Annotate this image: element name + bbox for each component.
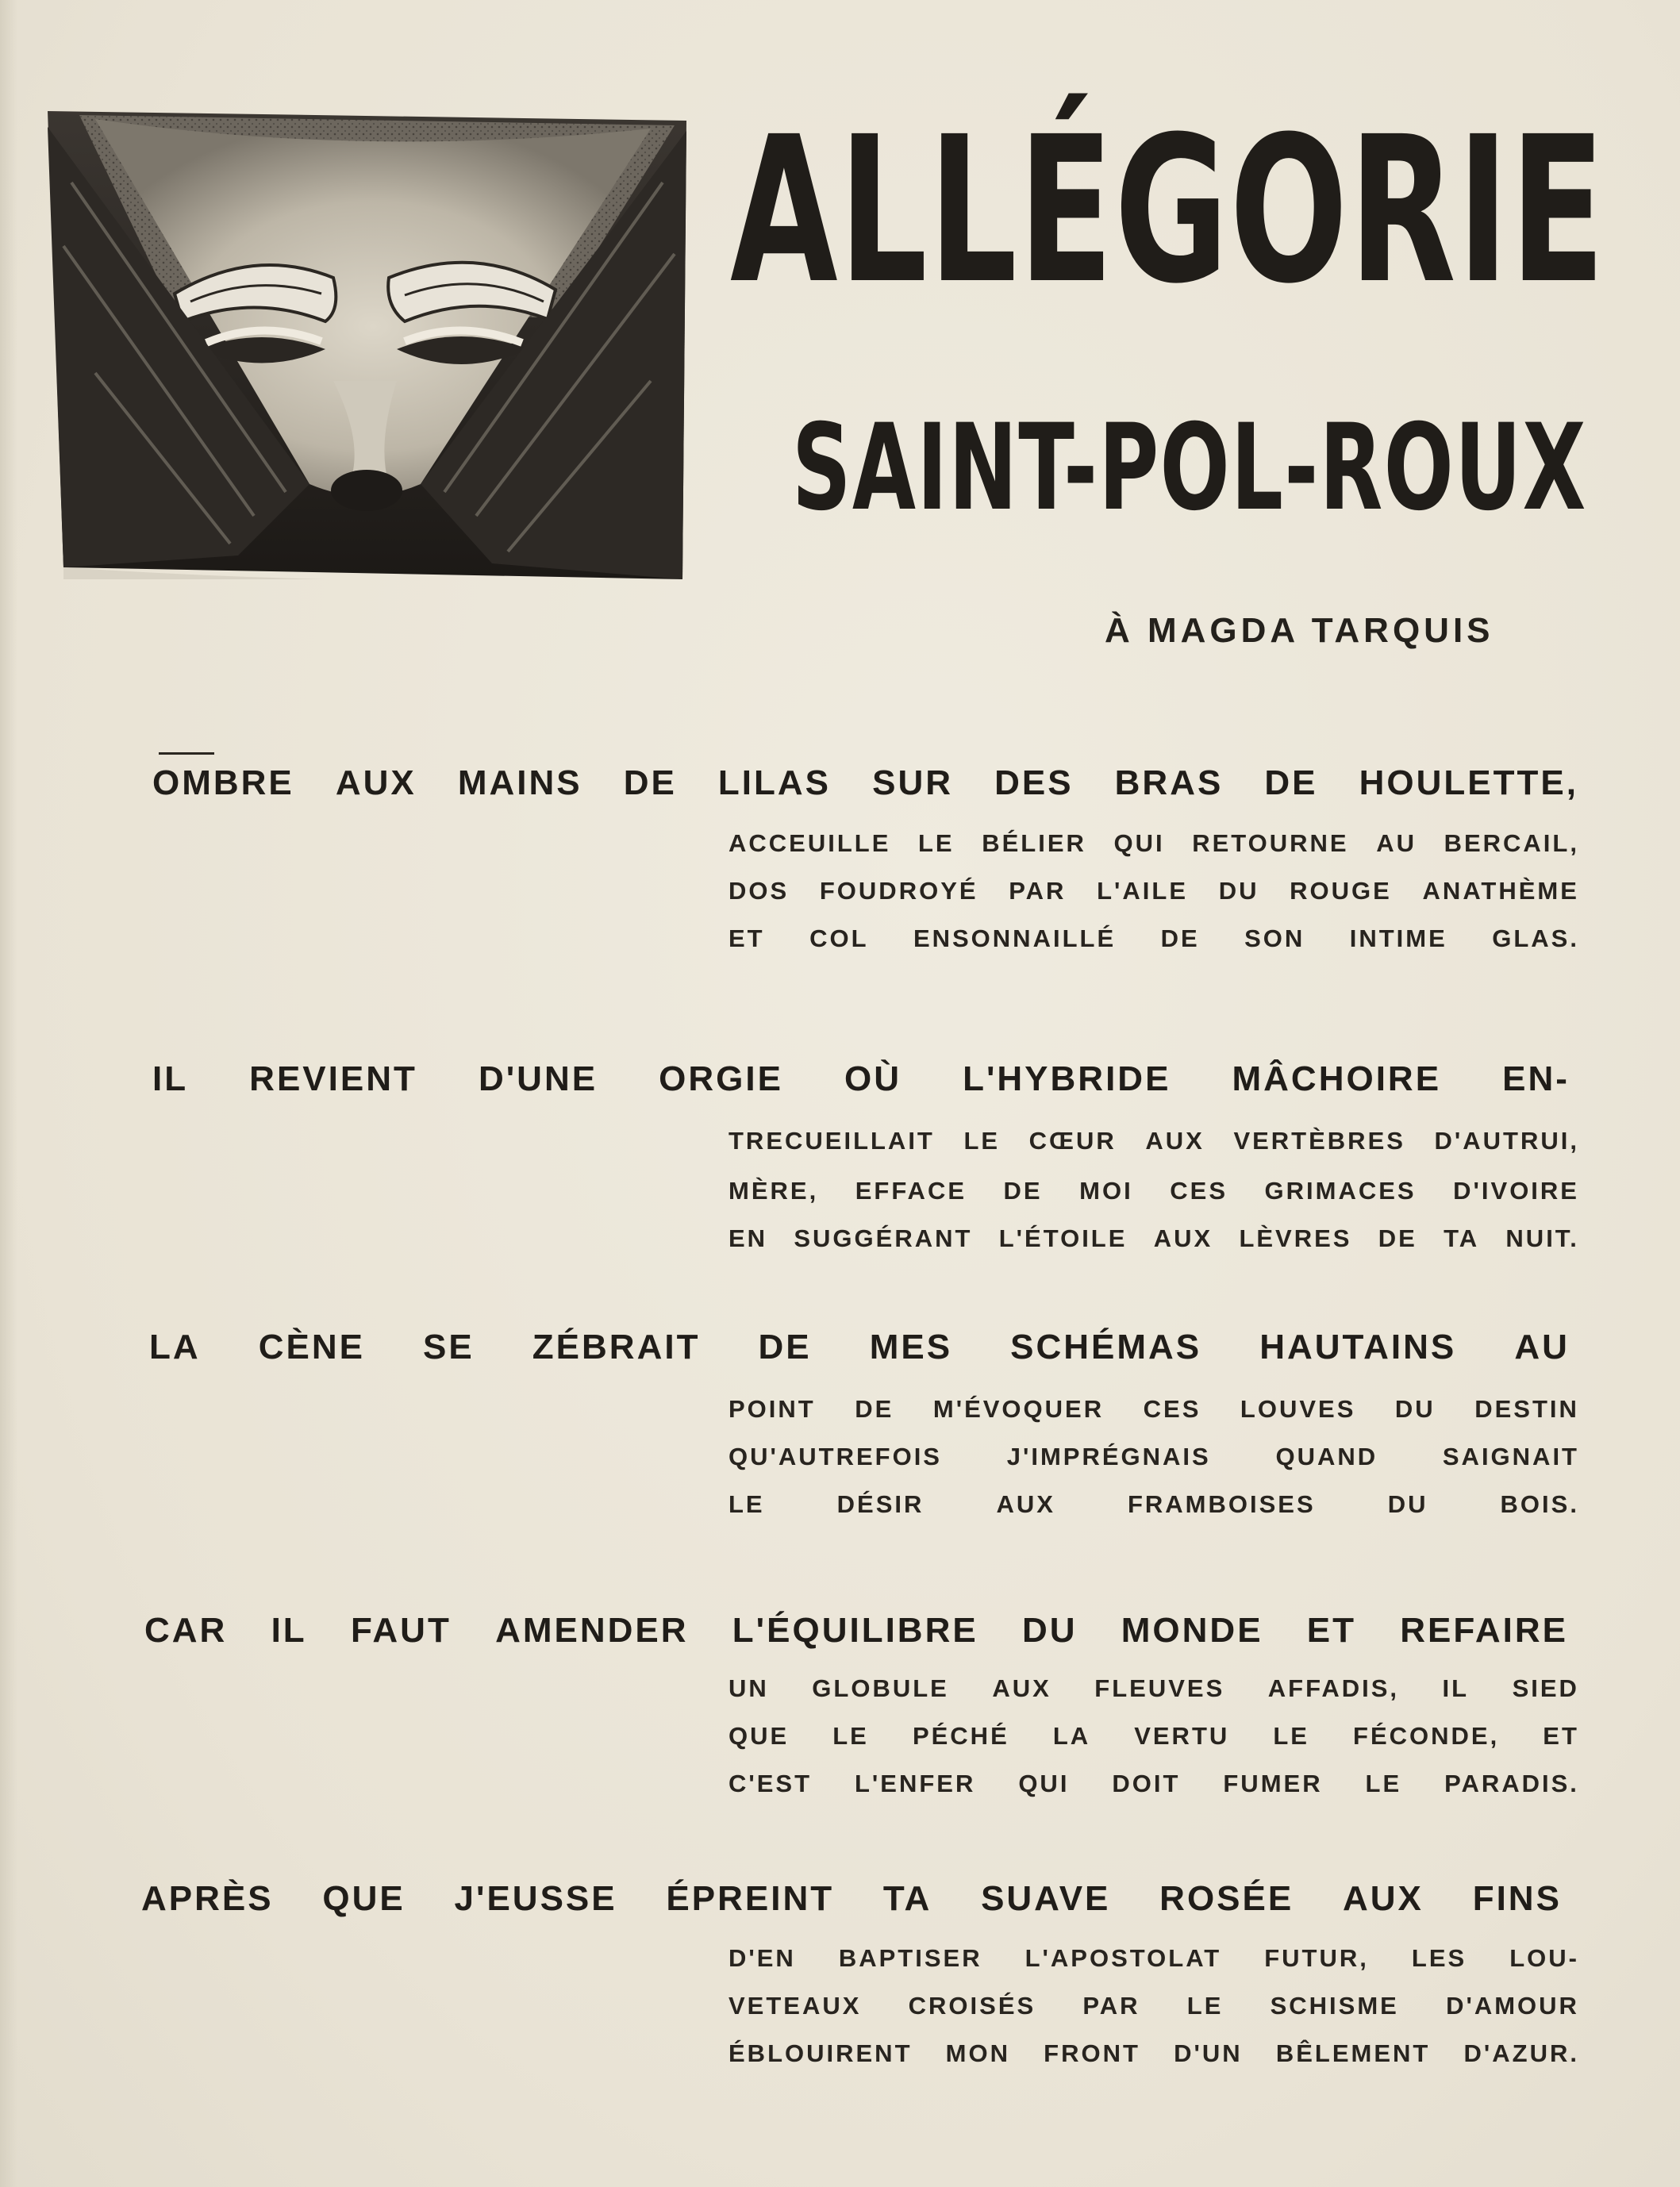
page-title: ALLÉGORIE bbox=[730, 93, 1606, 328]
word: C'EST bbox=[729, 1770, 813, 1797]
word: CES bbox=[1143, 1395, 1201, 1423]
word: AUX bbox=[1145, 1127, 1205, 1155]
word: VERTU bbox=[1134, 1722, 1230, 1750]
word: SIED bbox=[1512, 1674, 1579, 1702]
stanza-line bbox=[729, 2039, 1579, 2068]
stanza-lead-line bbox=[141, 1879, 1562, 1919]
word: LE bbox=[1365, 1770, 1402, 1797]
word: DESTIN bbox=[1474, 1395, 1579, 1423]
word: D'AZUR. bbox=[1463, 2039, 1579, 2067]
stanza-line bbox=[729, 1490, 1579, 1519]
word: HOULETTE, bbox=[1359, 763, 1578, 802]
word: LOU- bbox=[1509, 1944, 1579, 1972]
word: AUX bbox=[992, 1674, 1051, 1702]
word: OÙ bbox=[844, 1059, 902, 1098]
word: FUMER bbox=[1223, 1770, 1323, 1797]
word: BOIS. bbox=[1500, 1490, 1579, 1518]
word: ET bbox=[1306, 1611, 1357, 1650]
stanza-lead-line bbox=[144, 1611, 1568, 1651]
word: AMENDER bbox=[495, 1611, 689, 1650]
word: MOI bbox=[1079, 1177, 1133, 1205]
word: PAR bbox=[1082, 1992, 1140, 2020]
stanza-line bbox=[729, 877, 1579, 905]
word: QUAND bbox=[1275, 1443, 1378, 1470]
word: ÉBLOUIRENT bbox=[729, 2039, 913, 2067]
word: ÉPREINT bbox=[666, 1879, 835, 1918]
word: J'EUSSE bbox=[454, 1879, 617, 1918]
word: IL bbox=[271, 1611, 307, 1650]
word: L'APOSTOLAT bbox=[1025, 1944, 1222, 1972]
mask-illustration bbox=[48, 111, 686, 579]
word: DE bbox=[1003, 1177, 1043, 1205]
word: L'HYBRIDE bbox=[963, 1059, 1171, 1098]
word: EN bbox=[729, 1224, 768, 1252]
word: ENSONNAILLÉ bbox=[913, 924, 1117, 952]
word: DE bbox=[855, 1395, 894, 1423]
word: MÂCHOIRE bbox=[1232, 1059, 1442, 1098]
stanza-line bbox=[729, 924, 1579, 953]
word: FAUT bbox=[350, 1611, 452, 1650]
word: D'EN bbox=[729, 1944, 796, 1972]
word: PAR bbox=[1009, 877, 1067, 905]
word: AFFADIS, bbox=[1267, 1674, 1399, 1702]
word: FLEUVES bbox=[1094, 1674, 1225, 1702]
word: FINS bbox=[1472, 1879, 1562, 1918]
stanza-line bbox=[729, 1674, 1579, 1703]
word: SUR bbox=[872, 763, 953, 802]
word: ORGIE bbox=[659, 1059, 783, 1098]
word: VETEAUX bbox=[729, 1992, 862, 2020]
word: GRIMACES bbox=[1264, 1177, 1417, 1205]
word: SUAVE bbox=[981, 1879, 1111, 1918]
word: MÈRE, bbox=[729, 1177, 819, 1205]
word: ZÉBRAIT bbox=[532, 1328, 701, 1366]
word: CROISÉS bbox=[908, 1992, 1036, 2020]
word: ROSÉE bbox=[1159, 1879, 1294, 1918]
word: DU bbox=[1218, 877, 1259, 905]
word: DE bbox=[623, 763, 677, 802]
word: TRECUEILLAIT bbox=[729, 1127, 935, 1155]
word: LOUVES bbox=[1240, 1395, 1356, 1423]
dedication: À MAGDA TARQUIS bbox=[1105, 611, 1494, 650]
word: LE bbox=[832, 1722, 869, 1750]
word: HAUTAINS bbox=[1259, 1328, 1457, 1366]
word: ET bbox=[1543, 1722, 1579, 1750]
stanza-line bbox=[729, 1992, 1579, 2020]
word: CŒUR bbox=[1028, 1127, 1117, 1155]
word: MONDE bbox=[1121, 1611, 1263, 1650]
word: BAPTISER bbox=[838, 1944, 982, 1972]
word: DE bbox=[1160, 924, 1200, 952]
word: OMBRE bbox=[152, 763, 294, 802]
word: D'AUTRUI, bbox=[1434, 1127, 1579, 1155]
word: D'AMOUR bbox=[1446, 1992, 1579, 2020]
word: LE bbox=[1186, 1992, 1224, 2020]
word: DOIT bbox=[1112, 1770, 1181, 1797]
word: LE bbox=[729, 1490, 765, 1518]
word: L'ÉTOILE bbox=[998, 1224, 1128, 1252]
word: DU bbox=[1387, 1490, 1428, 1518]
word: DOS bbox=[729, 877, 790, 905]
decorative-rule bbox=[159, 752, 214, 755]
word: L'ÉQUILIBRE bbox=[732, 1611, 978, 1650]
stanza-line bbox=[729, 1224, 1579, 1253]
word: CES bbox=[1170, 1177, 1228, 1205]
word: LE bbox=[1273, 1722, 1309, 1750]
word: COL bbox=[809, 924, 869, 952]
word: BÉLIER bbox=[982, 829, 1086, 857]
word: AU bbox=[1376, 829, 1417, 857]
author-name: SAINT-POL-ROUX bbox=[792, 399, 1587, 537]
word: BERCAIL, bbox=[1444, 829, 1579, 857]
word: J'IMPRÉGNAIS bbox=[1006, 1443, 1211, 1470]
word: REVIENT bbox=[249, 1059, 417, 1098]
word: AUX bbox=[996, 1490, 1055, 1518]
word: SCHISME bbox=[1270, 1992, 1399, 2020]
word: D'IVOIRE bbox=[1453, 1177, 1579, 1205]
stanza-line bbox=[729, 1770, 1579, 1798]
word: MAINS bbox=[457, 763, 582, 802]
word: M'ÉVOQUER bbox=[932, 1395, 1105, 1423]
stanza-line bbox=[729, 1177, 1579, 1205]
word: TA bbox=[882, 1879, 932, 1918]
word: AUX bbox=[1343, 1879, 1424, 1918]
word: APRÈS bbox=[141, 1879, 274, 1918]
word: QUI bbox=[1113, 829, 1165, 857]
stanza-lead-line bbox=[152, 763, 1578, 803]
word: DE bbox=[1264, 763, 1318, 802]
word: LA bbox=[149, 1328, 201, 1366]
word: SAIGNAIT bbox=[1442, 1443, 1579, 1470]
word: PÉCHÉ bbox=[912, 1722, 1009, 1750]
stanza-line bbox=[729, 1443, 1579, 1471]
word: LILAS bbox=[717, 763, 832, 802]
word: BÊLEMENT bbox=[1275, 2039, 1431, 2067]
stanza-line bbox=[729, 1395, 1579, 1424]
word: TA bbox=[1444, 1224, 1480, 1252]
word: D'UNE bbox=[478, 1059, 598, 1098]
word: MES bbox=[869, 1328, 953, 1366]
page-edge-shadow bbox=[0, 0, 17, 2187]
word: L'AILE bbox=[1097, 877, 1189, 905]
word: GLOBULE bbox=[812, 1674, 949, 1702]
word: SUGGÉRANT bbox=[794, 1224, 973, 1252]
word: INTIME bbox=[1349, 924, 1447, 952]
stanza-lead-line bbox=[149, 1328, 1570, 1367]
word: LES bbox=[1411, 1944, 1467, 1972]
word: IL bbox=[152, 1059, 189, 1098]
stanza-line bbox=[729, 829, 1579, 858]
word: POINT bbox=[729, 1395, 816, 1423]
stanza-line bbox=[729, 1722, 1579, 1751]
word: DES bbox=[994, 763, 1074, 802]
word: LE bbox=[917, 829, 955, 857]
word: VERTÈBRES bbox=[1233, 1127, 1405, 1155]
word: RETOURNE bbox=[1192, 829, 1349, 857]
word: DU bbox=[1394, 1395, 1436, 1423]
word: LÈVRES bbox=[1239, 1224, 1352, 1252]
word: AU bbox=[1514, 1328, 1570, 1366]
stanza-lead-line bbox=[152, 1059, 1570, 1099]
word: LA bbox=[1052, 1722, 1091, 1750]
stanza-line bbox=[729, 1127, 1579, 1155]
word: EFFACE bbox=[855, 1177, 967, 1205]
word: ACCEUILLE bbox=[729, 829, 891, 857]
word: L'ENFER bbox=[855, 1770, 976, 1797]
word: GLAS. bbox=[1492, 924, 1579, 952]
word: DU bbox=[1021, 1611, 1078, 1650]
word: CAR bbox=[144, 1611, 228, 1650]
word: BRAS bbox=[1114, 763, 1224, 802]
word: AUX bbox=[335, 763, 417, 802]
word: PARADIS. bbox=[1444, 1770, 1579, 1797]
word: ANATHÈME bbox=[1422, 877, 1579, 905]
word: MON bbox=[945, 2039, 1010, 2067]
word: QUE bbox=[729, 1722, 790, 1750]
word: SCHÉMAS bbox=[1010, 1328, 1202, 1366]
word: FUTUR, bbox=[1264, 1944, 1369, 1972]
word: SON bbox=[1244, 924, 1305, 952]
word: QUI bbox=[1018, 1770, 1070, 1797]
word: FRAMBOISES bbox=[1127, 1490, 1316, 1518]
word: QU'AUTREFOIS bbox=[729, 1443, 942, 1470]
word: EN- bbox=[1502, 1059, 1570, 1098]
word: FRONT bbox=[1044, 2039, 1140, 2067]
word: ROUGE bbox=[1290, 877, 1392, 905]
word: UN bbox=[729, 1674, 769, 1702]
mask-image-icon bbox=[48, 111, 686, 579]
word: DÉSIR bbox=[836, 1490, 925, 1518]
word: D'UN bbox=[1174, 2039, 1243, 2067]
word: NUIT. bbox=[1505, 1224, 1579, 1252]
word: AUX bbox=[1153, 1224, 1213, 1252]
word: FOUDROYÉ bbox=[819, 877, 978, 905]
word: QUE bbox=[322, 1879, 406, 1918]
word: FÉCONDE, bbox=[1353, 1722, 1500, 1750]
stanza-line bbox=[729, 1944, 1579, 1973]
word: DE bbox=[1378, 1224, 1417, 1252]
word: ET bbox=[729, 924, 765, 952]
word: IL bbox=[1442, 1674, 1470, 1702]
word: DE bbox=[758, 1328, 812, 1366]
word: LE bbox=[963, 1127, 1001, 1155]
word: REFAIRE bbox=[1400, 1611, 1568, 1650]
word: SE bbox=[423, 1328, 475, 1366]
word: CÈNE bbox=[258, 1328, 365, 1366]
